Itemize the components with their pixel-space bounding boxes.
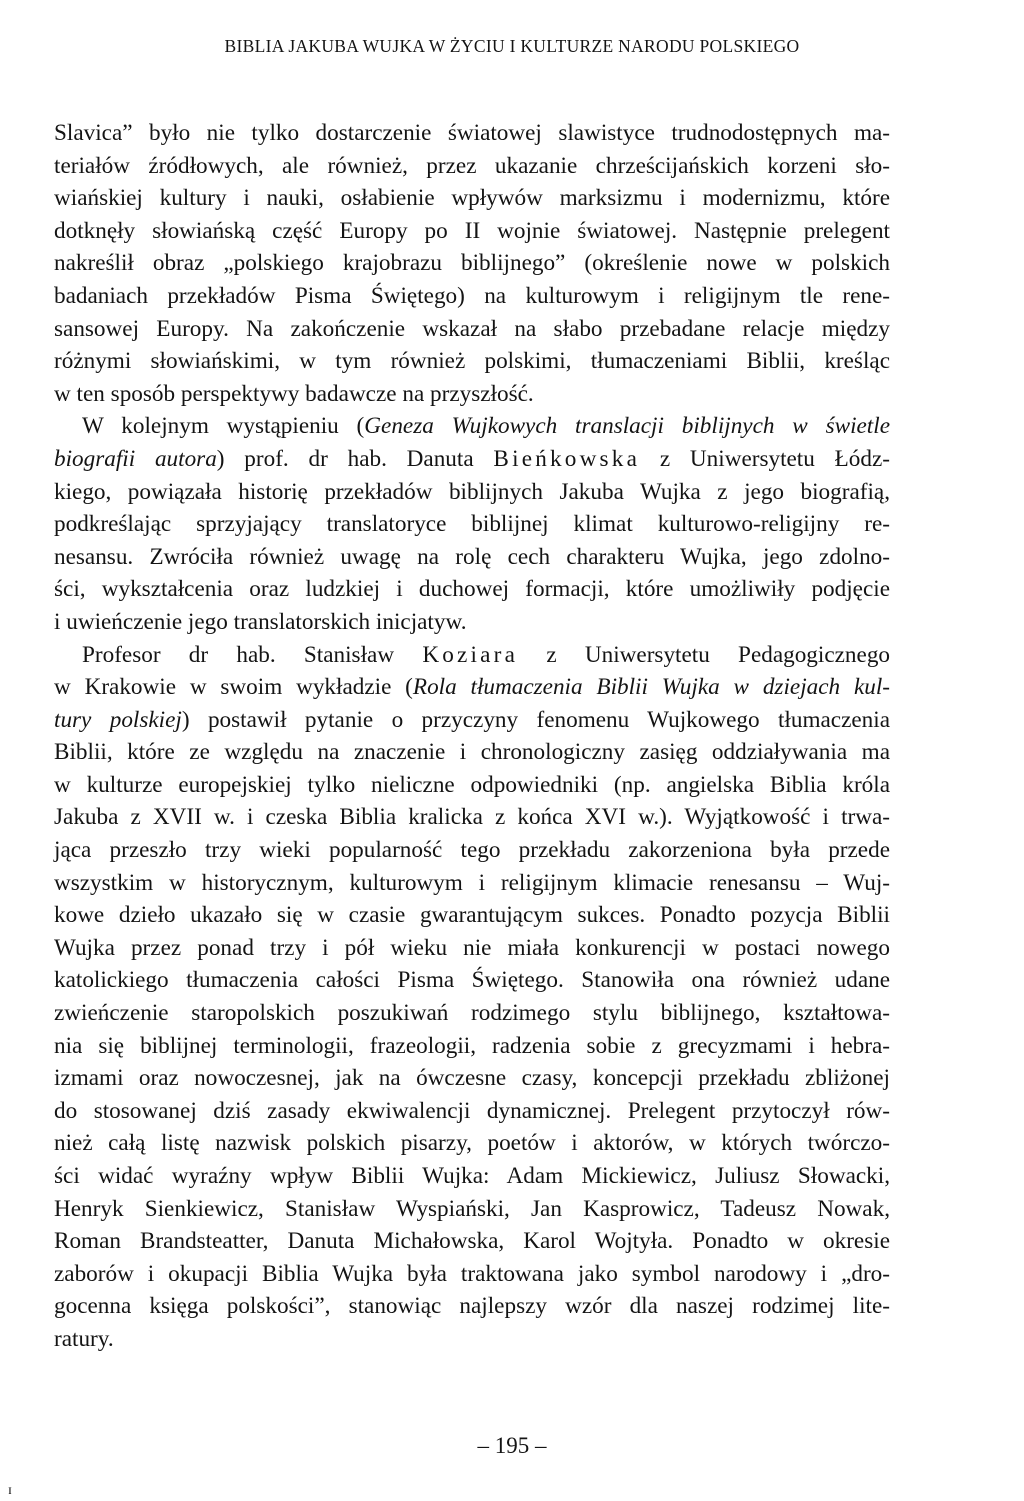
- text-segment: wiańskiej kultury i nauki, osłabienie wpływów marksizmu i modernizmu, które: [54, 185, 890, 212]
- page-number: – 195 –: [477, 1433, 547, 1458]
- text-line: [54, 606, 890, 639]
- text-line: [54, 1225, 890, 1258]
- text-segment: nież całą listę nazwisk polskich pisarzy, poetów i aktorów, w których twórczo-: [54, 1130, 890, 1157]
- text-segment: izmami oraz nowoczesnej, jak na ówczesne czasy, koncepcji przekładu zbliżonej: [54, 1065, 890, 1092]
- text-line: [54, 541, 890, 574]
- text-segment: nia się biblijnej terminologii, frazeologii, radzenia sobie z grecyzmami i hebra-: [54, 1032, 890, 1059]
- text-line: [54, 1290, 890, 1323]
- text-segment: teriałów źródłowych, ale również, przez ukazanie chrześcijańskich korzeni sło-: [54, 152, 890, 179]
- text-line: [54, 182, 890, 215]
- italic-title-segment: biografii autora: [54, 445, 217, 472]
- text-segment: w Krakowie w swoim wykładzie (: [54, 674, 413, 701]
- text-line: [54, 508, 890, 541]
- text-segment: Wujka przez ponad trzy i pół wieku nie miała konkurencji w postaci nowego: [54, 934, 890, 961]
- text-segment: sansowej Europy. Na zakończenie wskazał na słabo przebadane relacje między: [54, 315, 890, 342]
- text-line: [54, 443, 890, 476]
- text-segment: ści widać wyraźny wpływ Biblii Wujka: Adam Mickiewicz, Juliusz Słowacki,: [54, 1163, 890, 1189]
- text-segment: w ten sposób perspektywy badawcze na przyszłość.: [54, 380, 534, 407]
- text-line: [54, 410, 890, 443]
- text-segment: ści, wykształcenia oraz ludzkiej i duchowej formacji, które umożliwiły podjęcie: [54, 576, 890, 603]
- text-line: [54, 801, 890, 834]
- text-line: [54, 704, 890, 737]
- italic-title-segment: tury polskiej: [54, 706, 182, 733]
- text-line: [54, 1258, 890, 1291]
- text-segment: badaniach przekładów Pisma Świętego) na kulturowym i religijnym tle rene-: [54, 282, 890, 309]
- text-segment: Roman Brandsteatter, Danuta Michałowska, Karol Wojtyła. Ponadto w okresie: [54, 1228, 890, 1255]
- text-segment: Biblii, które ze względu na znaczenie i chronologiczny zasięg oddziaływania ma: [54, 739, 890, 766]
- stray-mark: ɪ: [8, 1483, 12, 1498]
- text-line: [54, 573, 890, 606]
- text-segment: nakreślił obraz „polskiego krajobrazu biblijnego” (określenie nowe w polskich: [54, 250, 890, 277]
- spaced-name-segment: Koziara: [422, 641, 519, 668]
- text-segment: wszystkim w historycznym, kulturowym i religijnym klimacie renesansu – Wuj-: [54, 869, 890, 896]
- text-line: [54, 1127, 890, 1160]
- text-line: [54, 834, 890, 867]
- text-line: [54, 345, 890, 378]
- text-line: [54, 1030, 890, 1063]
- body-text: [54, 117, 890, 1356]
- running-head: BIBLIA JAKUBA WUJKA W ŻYCIU I KULTURZE NARODU POLSKIEGO: [224, 36, 800, 56]
- text-segment: Profesor dr hab. Stanisław: [82, 641, 423, 668]
- text-segment: Jakuba z XVII w. i czeska Biblia kralicka z końca XVI w.). Wyjątkowość i trwa-: [54, 804, 890, 831]
- text-line: [54, 280, 890, 313]
- text-line: [54, 736, 890, 769]
- text-segment: zwieńczenie staropolskich poszukiwań rodzimego stylu biblijnego, kształtowa-: [54, 1000, 890, 1027]
- text-line: [54, 964, 890, 997]
- text-line: [54, 117, 890, 150]
- text-line: [54, 215, 890, 248]
- text-line: [54, 150, 890, 183]
- text-segment: dotknęły słowiańską część Europy po II wojnie światowej. Następnie prelegent: [54, 217, 890, 244]
- text-line: [54, 639, 890, 672]
- text-line: [54, 1323, 890, 1356]
- text-segment: podkreślając sprzyjający translatoryce biblijnej klimat kulturowo-religijny re-: [54, 511, 890, 538]
- text-segment: jąca przeszło trzy wieki popularność tego przekładu zakorzeniona była przede: [54, 837, 890, 864]
- text-segment: z Uniwersytetu Łódz-: [640, 445, 890, 472]
- text-line: [54, 313, 890, 346]
- text-segment: różnymi słowiańskimi, w tym również polskimi, tłumaczeniami Biblii, kreśląc: [54, 348, 890, 375]
- text-line: [54, 997, 890, 1030]
- text-line: [54, 247, 890, 280]
- text-segment: zaborów i okupacji Biblia Wujka była traktowana jako symbol narodowy i „dro-: [54, 1260, 890, 1287]
- text-segment: kiego, powiązała historię przekładów biblijnych Jakuba Wujka z jego biografią,: [54, 478, 890, 505]
- text-line: [54, 378, 890, 411]
- italic-title-segment: Geneza Wujkowych translacji biblijnych w świetle: [364, 413, 890, 440]
- text-segment: katolickiego tłumaczenia całości Pisma Świętego. Stanowiła ona również udane: [54, 967, 890, 994]
- text-segment: z Uniwersytetu Pedagogicznego: [518, 641, 891, 668]
- text-line: [54, 476, 890, 509]
- text-segment: ) prof. dr hab. Danuta: [216, 445, 494, 472]
- text-line: [54, 867, 890, 900]
- text-segment: gocenna księga polskości”, stanowiąc najlepszy wzór dla naszej rodzimej lite-: [54, 1293, 890, 1320]
- text-line: [54, 1160, 890, 1193]
- text-segment: do stosowanej dziś zasady ekwiwalencji dynamicznej. Prelegent przytoczył rów-: [54, 1097, 890, 1124]
- text-line: [54, 1095, 890, 1128]
- text-line: [54, 932, 890, 965]
- text-line: [54, 769, 890, 802]
- text-line: [54, 1062, 890, 1095]
- text-segment: w kulturze europejskiej tylko nieliczne odpowiedniki (np. angielska Biblia króla: [54, 771, 890, 798]
- text-segment: W kolejnym wystąpieniu (: [82, 413, 365, 440]
- text-segment: Slavica” było nie tylko dostarczenie światowej slawistyce trudnodostępnych ma-: [54, 120, 890, 146]
- text-segment: nesansu. Zwróciła również uwagę na rolę cech charakteru Wujka, jego zdolno-: [54, 543, 890, 570]
- spaced-name-segment: Bieńkowska: [493, 445, 641, 472]
- text-segment: kowe dzieło ukazało się w czasie gwarantującym sukces. Ponadto pozycja Biblii: [54, 902, 890, 929]
- text-segment: ratury.: [54, 1325, 114, 1352]
- text-segment: ) postawił pytanie o przyczyny fenomenu Wujkowego tłumaczenia: [181, 706, 890, 733]
- italic-title-segment: Rola tłumaczenia Biblii Wujka w dziejach kul-: [412, 674, 890, 701]
- text-segment: i uwieńczenie jego translatorskich inicjatyw.: [54, 608, 467, 635]
- text-line: [54, 899, 890, 932]
- text-segment: Henryk Sienkiewicz, Stanisław Wyspiański, Jan Kasprowicz, Tadeusz Nowak,: [54, 1195, 890, 1222]
- text-line: [54, 1193, 890, 1226]
- text-line: [54, 671, 890, 704]
